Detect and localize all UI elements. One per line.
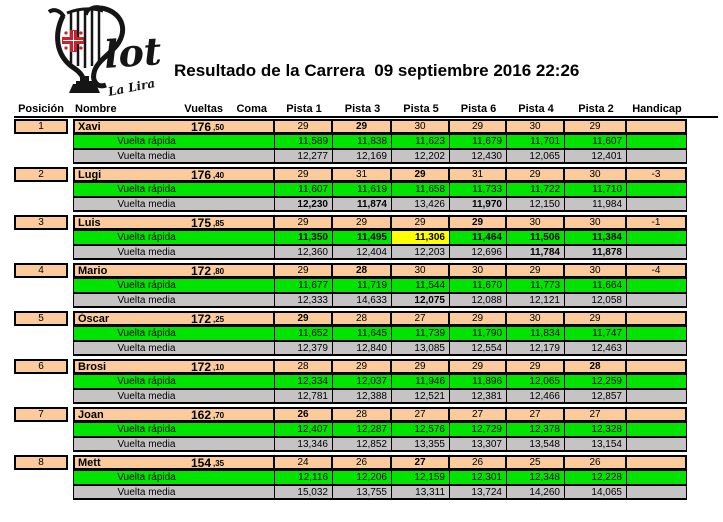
fast-lap-cell: 11,623 — [392, 134, 450, 149]
coma-value: ,85 — [213, 219, 225, 228]
avg-lap-cell: 12,169 — [333, 149, 392, 164]
fast-lap-cell: 12,259 — [565, 374, 627, 389]
fast-lap-cell: 11,677 — [275, 278, 333, 293]
fast-lap-cell: 11,495 — [333, 230, 392, 245]
vueltas-value: 175 — [190, 215, 211, 230]
avg-lap-cell: 12,230 — [275, 197, 333, 212]
fast-lap-cell: 11,739 — [392, 326, 450, 341]
col-header-posicion: Posición — [18, 103, 64, 115]
col-header-pista5: Pista 5 — [403, 103, 439, 115]
racer-name: Óscar — [78, 312, 110, 325]
position-cell: 8 — [14, 455, 68, 470]
fast-lap-cell: 11,350 — [275, 230, 333, 245]
handicap-avg-cell — [627, 437, 687, 452]
fast-row — [73, 422, 687, 437]
handicap-fast-cell — [627, 326, 687, 341]
lap-count-cell: 29 — [392, 359, 450, 374]
handicap-fast-cell — [627, 182, 687, 197]
position-cell: 6 — [14, 359, 68, 374]
fast-lap-cell: 11,607 — [565, 134, 627, 149]
avg-lap-cell: 12,121 — [507, 293, 565, 308]
avg-lap-cell: 13,724 — [450, 485, 507, 500]
fast-lap-cell: 12,037 — [333, 374, 392, 389]
avg-row-label: Vuelta media — [73, 293, 275, 308]
col-header-pista2: Pista 2 — [578, 103, 614, 115]
avg-lap-cell: 12,404 — [333, 245, 392, 260]
avg-lap-cell: 12,696 — [450, 245, 507, 260]
lap-count-cell: 29 — [275, 311, 333, 326]
avg-lap-cell: 12,466 — [507, 389, 565, 404]
fast-row — [73, 278, 687, 293]
lap-count-cell: 27 — [392, 311, 450, 326]
fast-lap-cell: 11,544 — [392, 278, 450, 293]
avg-row — [73, 341, 687, 356]
racer-block — [14, 215, 687, 260]
lap-count-cell: 27 — [392, 455, 450, 470]
coma-value: ,25 — [213, 315, 225, 324]
fast-lap-cell: 11,701 — [507, 134, 565, 149]
avg-row — [73, 389, 687, 404]
col-header-coma: Coma — [236, 103, 267, 115]
lap-count-cell: 24 — [275, 455, 333, 470]
fast-row-label: Vuelta rápida — [73, 278, 275, 293]
header-rule — [14, 116, 718, 118]
fast-lap-cell: 11,506 — [507, 230, 565, 245]
lap-count-cell: 29 — [507, 359, 565, 374]
handicap-fast-cell — [627, 422, 687, 437]
lap-count-cell: 29 — [565, 311, 627, 326]
club-logo — [33, 2, 171, 104]
handicap-cell — [627, 455, 687, 470]
vueltas-value: 176 — [190, 167, 211, 182]
avg-lap-cell: 12,463 — [565, 341, 627, 356]
position-cell: 3 — [14, 215, 68, 230]
fast-lap-cell: 11,710 — [565, 182, 627, 197]
fast-row-label: Vuelta rápida — [73, 230, 275, 245]
avg-lap-cell: 13,426 — [392, 197, 450, 212]
avg-row-label: Vuelta media — [73, 197, 275, 212]
avg-lap-cell: 12,852 — [333, 437, 392, 452]
fast-row — [73, 470, 687, 485]
fast-lap-cell: 12,206 — [333, 470, 392, 485]
racer-cell — [73, 215, 275, 230]
lap-count-cell: 29 — [450, 311, 507, 326]
main-row — [73, 407, 687, 422]
lap-count-cell: 29 — [450, 359, 507, 374]
logo-script-text: lot — [102, 28, 163, 77]
fast-lap-cell: 11,670 — [450, 278, 507, 293]
handicap-avg-cell — [627, 389, 687, 404]
position-cell: 5 — [14, 311, 68, 326]
avg-lap-cell: 11,878 — [565, 245, 627, 260]
handicap-avg-cell — [627, 245, 687, 260]
lap-count-cell: 29 — [275, 215, 333, 230]
racer-block — [14, 407, 687, 452]
avg-row-label: Vuelta media — [73, 437, 275, 452]
main-row — [73, 455, 687, 470]
lap-count-cell: 29 — [507, 167, 565, 182]
racer-cell — [73, 455, 275, 470]
avg-lap-cell: 12,521 — [392, 389, 450, 404]
lap-count-cell: 30 — [507, 119, 565, 134]
fast-row-label: Vuelta rápida — [73, 326, 275, 341]
avg-lap-cell: 11,984 — [565, 197, 627, 212]
avg-lap-cell: 14,065 — [565, 485, 627, 500]
avg-row — [73, 437, 687, 452]
vueltas-value: 172 — [190, 263, 211, 278]
vueltas-value: 154 — [190, 455, 211, 470]
fast-lap-cell: 11,658 — [392, 182, 450, 197]
lap-count-cell: 29 — [275, 119, 333, 134]
racer-block — [14, 167, 687, 212]
avg-row — [73, 293, 687, 308]
racer-cell — [73, 119, 275, 134]
avg-lap-cell: 12,360 — [275, 245, 333, 260]
lap-count-cell: 29 — [392, 167, 450, 182]
racer-block — [14, 119, 687, 164]
fast-lap-cell: 11,464 — [450, 230, 507, 245]
avg-lap-cell: 12,401 — [565, 149, 627, 164]
lap-count-cell: 28 — [565, 359, 627, 374]
col-header-pista3: Pista 3 — [344, 103, 381, 115]
page-title: Resultado de la Carrera 09 septiembre 2016 22:26 — [174, 61, 580, 80]
handicap-avg-cell — [627, 341, 687, 356]
avg-lap-cell: 12,388 — [333, 389, 392, 404]
lap-count-cell: 30 — [392, 263, 450, 278]
col-header-nombre: Nombre — [75, 103, 117, 115]
lap-count-cell: 30 — [450, 263, 507, 278]
racer-name: Mario — [78, 264, 108, 277]
avg-lap-cell: 12,202 — [392, 149, 450, 164]
fast-lap-cell: 12,116 — [275, 470, 333, 485]
lyre-icon — [33, 2, 171, 104]
fast-lap-cell: 12,065 — [507, 374, 565, 389]
fast-lap-cell: 12,328 — [565, 422, 627, 437]
fast-lap-cell: 11,719 — [333, 278, 392, 293]
col-header-pista6: Pista 6 — [460, 103, 497, 115]
racer-cell — [73, 167, 275, 182]
lap-count-cell: 29 — [392, 215, 450, 230]
fast-lap-cell: 12,378 — [507, 422, 565, 437]
lap-count-cell: 28 — [333, 263, 392, 278]
racer-name: Lugi — [78, 168, 102, 181]
avg-lap-cell: 12,179 — [507, 341, 565, 356]
position-cell: 7 — [14, 407, 68, 422]
lap-count-cell: 30 — [565, 215, 627, 230]
fast-lap-cell: 12,228 — [565, 470, 627, 485]
fast-row — [73, 134, 687, 149]
avg-lap-cell: 12,857 — [565, 389, 627, 404]
avg-lap-cell: 12,088 — [450, 293, 507, 308]
main-row — [73, 215, 687, 230]
lap-count-cell: 29 — [450, 119, 507, 134]
vueltas-value: 172 — [190, 359, 211, 374]
fast-row-label: Vuelta rápida — [73, 470, 275, 485]
fast-row-label: Vuelta rápida — [73, 134, 275, 149]
racer-block — [14, 359, 687, 404]
fast-lap-cell: 11,589 — [275, 134, 333, 149]
handicap-fast-cell — [627, 278, 687, 293]
col-header-pista4: Pista 4 — [518, 103, 554, 115]
avg-lap-cell: 13,355 — [392, 437, 450, 452]
racer-cell — [73, 311, 275, 326]
fast-lap-cell: 11,664 — [565, 278, 627, 293]
racer-cell — [73, 359, 275, 374]
racer-name: Brosi — [78, 360, 107, 373]
vueltas-value: 172 — [190, 311, 211, 326]
avg-lap-cell: 11,970 — [450, 197, 507, 212]
lap-count-cell: 27 — [507, 407, 565, 422]
fast-row-label: Vuelta rápida — [73, 182, 275, 197]
avg-lap-cell: 12,554 — [450, 341, 507, 356]
main-row — [73, 263, 687, 278]
col-header-pista1: Pista 1 — [286, 103, 322, 115]
vueltas-value: 176 — [190, 119, 211, 134]
avg-row-label: Vuelta media — [73, 149, 275, 164]
avg-row — [73, 485, 687, 500]
fast-lap-cell: 11,652 — [275, 326, 333, 341]
fast-lap-cell: 12,729 — [450, 422, 507, 437]
main-row — [73, 119, 687, 134]
avg-row-label: Vuelta media — [73, 341, 275, 356]
lap-count-cell: 29 — [565, 119, 627, 134]
position-cell: 1 — [14, 119, 68, 134]
fast-lap-cell: 12,348 — [507, 470, 565, 485]
coma-value: ,40 — [213, 171, 225, 180]
handicap-cell: -3 — [627, 167, 687, 182]
lap-count-cell: 28 — [333, 311, 392, 326]
fast-lap-cell: 11,306 — [392, 230, 450, 245]
fast-row-label: Vuelta rápida — [73, 422, 275, 437]
fast-lap-cell: 11,619 — [333, 182, 392, 197]
column-header-row — [0, 103, 723, 117]
lap-count-cell: 25 — [507, 455, 565, 470]
avg-lap-cell: 13,548 — [507, 437, 565, 452]
handicap-cell: -4 — [627, 263, 687, 278]
avg-lap-cell: 12,277 — [275, 149, 333, 164]
avg-row — [73, 245, 687, 260]
fast-lap-cell: 11,722 — [507, 182, 565, 197]
avg-lap-cell: 14,633 — [333, 293, 392, 308]
fast-lap-cell: 12,407 — [275, 422, 333, 437]
lap-count-cell: 30 — [565, 167, 627, 182]
racer-block — [14, 311, 687, 356]
avg-row-label: Vuelta media — [73, 389, 275, 404]
avg-lap-cell: 13,755 — [333, 485, 392, 500]
main-row — [73, 311, 687, 326]
avg-lap-cell: 15,032 — [275, 485, 333, 500]
racer-block — [14, 263, 687, 308]
avg-lap-cell: 14,260 — [507, 485, 565, 500]
handicap-avg-cell — [627, 197, 687, 212]
lap-count-cell: 28 — [333, 407, 392, 422]
lap-count-cell: 26 — [333, 455, 392, 470]
lap-count-cell: 26 — [565, 455, 627, 470]
lap-count-cell: 29 — [333, 359, 392, 374]
coma-value: ,80 — [213, 267, 225, 276]
la-lira-label: La Lira — [106, 76, 157, 99]
main-row — [73, 167, 687, 182]
avg-lap-cell: 12,381 — [450, 389, 507, 404]
lap-count-cell: 29 — [507, 263, 565, 278]
racer-cell — [73, 263, 275, 278]
fast-lap-cell: 11,645 — [333, 326, 392, 341]
racer-name: Xavi — [78, 120, 101, 133]
lap-count-cell: 27 — [565, 407, 627, 422]
handicap-fast-cell — [627, 230, 687, 245]
avg-lap-cell: 11,874 — [333, 197, 392, 212]
avg-lap-cell: 12,150 — [507, 197, 565, 212]
fast-row — [73, 182, 687, 197]
handicap-cell: -1 — [627, 215, 687, 230]
handicap-avg-cell — [627, 149, 687, 164]
handicap-fast-cell — [627, 134, 687, 149]
fast-lap-cell: 12,301 — [450, 470, 507, 485]
fast-lap-cell: 11,790 — [450, 326, 507, 341]
racer-name: Mett — [78, 456, 101, 469]
fast-lap-cell: 11,747 — [565, 326, 627, 341]
handicap-cell — [627, 359, 687, 374]
fast-lap-cell: 12,287 — [333, 422, 392, 437]
fast-lap-cell: 12,334 — [275, 374, 333, 389]
fast-lap-cell: 11,607 — [275, 182, 333, 197]
fast-lap-cell: 12,576 — [392, 422, 450, 437]
col-header-vueltas: Vueltas — [184, 103, 223, 115]
avg-lap-cell: 12,781 — [275, 389, 333, 404]
position-cell: 2 — [14, 167, 68, 182]
coma-value: ,50 — [213, 123, 225, 132]
fast-lap-cell: 11,838 — [333, 134, 392, 149]
position-cell: 4 — [14, 263, 68, 278]
avg-row — [73, 197, 687, 212]
lap-count-cell: 26 — [275, 407, 333, 422]
avg-lap-cell: 13,346 — [275, 437, 333, 452]
lap-count-cell: 27 — [450, 407, 507, 422]
lap-count-cell: 28 — [275, 359, 333, 374]
fast-row-label: Vuelta rápida — [73, 374, 275, 389]
fast-lap-cell: 11,773 — [507, 278, 565, 293]
avg-lap-cell: 12,203 — [392, 245, 450, 260]
fast-row — [73, 374, 687, 389]
fast-lap-cell: 12,159 — [392, 470, 450, 485]
lap-count-cell: 31 — [450, 167, 507, 182]
lap-count-cell: 30 — [507, 215, 565, 230]
fast-lap-cell: 11,733 — [450, 182, 507, 197]
avg-lap-cell: 12,379 — [275, 341, 333, 356]
col-header-handicap: Handicap — [632, 103, 682, 115]
main-row — [73, 359, 687, 374]
avg-lap-cell: 12,075 — [392, 293, 450, 308]
avg-lap-cell: 13,085 — [392, 341, 450, 356]
avg-lap-cell: 12,840 — [333, 341, 392, 356]
fast-lap-cell: 11,384 — [565, 230, 627, 245]
racer-name: Joan — [78, 408, 104, 421]
avg-lap-cell: 12,333 — [275, 293, 333, 308]
lap-count-cell: 30 — [565, 263, 627, 278]
coma-value: ,35 — [213, 459, 225, 468]
avg-row — [73, 149, 687, 164]
red-cross-icon — [62, 30, 84, 52]
handicap-fast-cell — [627, 470, 687, 485]
coma-value: ,70 — [213, 411, 225, 420]
fast-lap-cell: 11,896 — [450, 374, 507, 389]
avg-lap-cell: 12,058 — [565, 293, 627, 308]
lap-count-cell: 29 — [275, 167, 333, 182]
lap-count-cell: 27 — [392, 407, 450, 422]
lap-count-cell: 26 — [450, 455, 507, 470]
fast-lap-cell: 11,834 — [507, 326, 565, 341]
lap-count-cell: 29 — [333, 215, 392, 230]
handicap-fast-cell — [627, 374, 687, 389]
avg-row-label: Vuelta media — [73, 485, 275, 500]
handicap-avg-cell — [627, 485, 687, 500]
fast-row — [73, 230, 687, 245]
fast-row — [73, 326, 687, 341]
avg-lap-cell: 12,065 — [507, 149, 565, 164]
fast-lap-cell: 11,679 — [450, 134, 507, 149]
lap-count-cell: 30 — [392, 119, 450, 134]
avg-lap-cell: 12,430 — [450, 149, 507, 164]
handicap-cell — [627, 407, 687, 422]
handicap-avg-cell — [627, 293, 687, 308]
lap-count-cell: 29 — [333, 119, 392, 134]
fast-lap-cell: 11,946 — [392, 374, 450, 389]
lap-count-cell: 29 — [275, 263, 333, 278]
avg-row-label: Vuelta media — [73, 245, 275, 260]
avg-lap-cell: 13,307 — [450, 437, 507, 452]
avg-lap-cell: 13,311 — [392, 485, 450, 500]
handicap-cell — [627, 119, 687, 134]
lap-count-cell: 31 — [333, 167, 392, 182]
lap-count-cell: 30 — [507, 311, 565, 326]
coma-value: ,10 — [213, 363, 225, 372]
racer-block — [14, 455, 687, 500]
lap-count-cell: 29 — [450, 215, 507, 230]
avg-lap-cell: 11,784 — [507, 245, 565, 260]
handicap-cell — [627, 311, 687, 326]
vueltas-value: 162 — [190, 407, 211, 422]
racer-cell — [73, 407, 275, 422]
racer-name: Luis — [78, 216, 101, 229]
avg-lap-cell: 13,154 — [565, 437, 627, 452]
